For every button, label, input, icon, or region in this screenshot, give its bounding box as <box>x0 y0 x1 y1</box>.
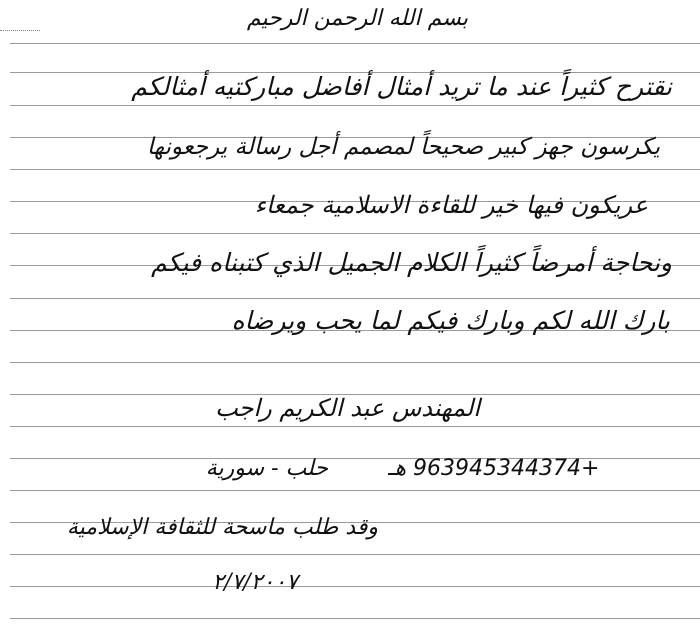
ruled-line <box>10 554 700 555</box>
letter-date: ٢/٧/٢٠٠٧ <box>212 570 298 595</box>
signature-name: المهندس عبد الكريم راجب <box>215 394 480 422</box>
phone-number: +963945344374 هـ <box>388 456 600 481</box>
ruled-line <box>10 169 700 170</box>
ruled-line <box>10 298 700 299</box>
ruled-line <box>10 233 700 234</box>
ruled-line <box>10 43 700 44</box>
closing-note: وقد طلب ماسحة للثقافة الإسلامية <box>66 515 378 540</box>
signature-city: حلب - سورية <box>205 456 328 481</box>
basmala-heading: بسم الله الرحمن الرحيم <box>246 6 468 31</box>
ruled-line <box>10 105 700 106</box>
ruled-line <box>10 618 700 619</box>
letter-line-2: يكرسون جهز كبير صحيحاً لمصمم أجل رسالة يرجعونها <box>146 134 660 160</box>
letter-line-3: عريكون فيها خير للقاءة الاسلامية جمعاء <box>254 191 648 219</box>
ruled-line <box>10 362 700 363</box>
ruled-line <box>10 490 700 491</box>
letter-line-5: بارك الله لكم وبارك فيكم لما يحب ويرضاه <box>231 306 670 335</box>
letter-line-1: نقترح كثيراً عند ما تريد أمثال أفاضل مباركتيه أمثالكم <box>131 72 672 101</box>
letter-line-4: ونحاجة أمرضاً كثيراً الكلام الجميل الذي كتبناه فيكم <box>151 248 672 277</box>
margin-dots <box>0 30 40 31</box>
ruled-line <box>10 426 700 427</box>
ruled-line <box>10 586 700 587</box>
